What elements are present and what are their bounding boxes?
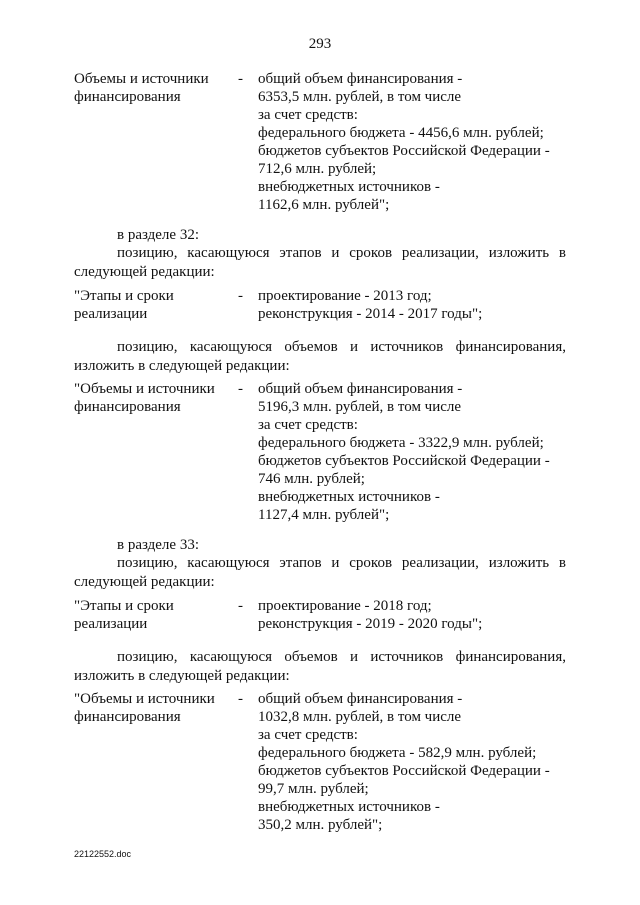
value-line: за счет средств: bbox=[258, 107, 358, 123]
value-line: 1162,6 млн. рублей"; bbox=[258, 197, 390, 213]
paragraph-line: изложить в следующей редакции: bbox=[74, 668, 290, 684]
value-line: бюджетов субъектов Российской Федерации - bbox=[258, 763, 550, 779]
label-cell bbox=[74, 287, 244, 323]
label-line: "Объемы и источники bbox=[74, 691, 215, 707]
paragraph-stages-33 bbox=[74, 554, 566, 592]
value-line: 1127,4 млн. рублей"; bbox=[258, 507, 390, 523]
paragraph-line: изложить в следующей редакции: bbox=[74, 358, 290, 374]
label-line: финансирования bbox=[74, 399, 181, 415]
paragraph-funding-33 bbox=[74, 648, 566, 686]
value-line: внебюджетных источников - bbox=[258, 799, 440, 815]
value-line: бюджетов субъектов Российской Федерации - bbox=[258, 453, 550, 469]
paragraph-funding-32 bbox=[74, 338, 566, 376]
value-line: реконструкция - 2019 - 2020 годы"; bbox=[258, 616, 483, 632]
value-line: общий объем финансирования - bbox=[258, 71, 463, 87]
label-line: финансирования bbox=[74, 89, 181, 105]
label-line: реализации bbox=[74, 306, 148, 322]
value-line: общий объем финансирования - bbox=[258, 381, 463, 397]
section-heading-33: в разделе 33: bbox=[117, 537, 199, 553]
value-line: 6353,5 млн. рублей, в том числе bbox=[258, 89, 462, 105]
paragraph-line: позицию, касающуюся этапов и сроков реализации, изложить в bbox=[117, 245, 566, 261]
value-line: за счет средств: bbox=[258, 727, 358, 743]
value-line: проектирование - 2013 год; bbox=[258, 288, 432, 304]
value-line: 1032,8 млн. рублей, в том числе bbox=[258, 709, 462, 725]
paragraph-stages-32 bbox=[74, 244, 566, 282]
value-line: 746 млн. рублей; bbox=[258, 471, 365, 487]
label-line: финансирования bbox=[74, 709, 181, 725]
paragraph-line: следующей редакции: bbox=[74, 574, 215, 590]
footer-filename: 22122552.doc bbox=[74, 849, 132, 859]
label-line: "Этапы и сроки bbox=[74, 598, 174, 614]
value-line: за счет средств: bbox=[258, 417, 358, 433]
paragraph-line: позицию, касающуюся этапов и сроков реализации, изложить в bbox=[117, 555, 566, 571]
paragraph-line: следующей редакции: bbox=[74, 264, 215, 280]
value-line: общий объем финансирования - bbox=[258, 691, 463, 707]
value-line: федерального бюджета - 582,9 млн. рублей; bbox=[258, 745, 537, 761]
value-line: бюджетов субъектов Российской Федерации - bbox=[258, 143, 550, 159]
label-line: "Этапы и сроки bbox=[74, 288, 174, 304]
value-line: внебюджетных источников - bbox=[258, 179, 440, 195]
label-line: "Объемы и источники bbox=[74, 381, 215, 397]
label-line: реализации bbox=[74, 616, 148, 632]
dash-separator: - bbox=[238, 598, 243, 614]
section-heading-32: в разделе 32: bbox=[117, 227, 199, 243]
value-line: 99,7 млн. рублей; bbox=[258, 781, 369, 797]
value-line: 5196,3 млн. рублей, в том числе bbox=[258, 399, 462, 415]
value-cell bbox=[258, 597, 578, 633]
value-cell bbox=[258, 690, 578, 834]
page-number: 293 bbox=[308, 36, 332, 52]
value-line: внебюджетных источников - bbox=[258, 489, 440, 505]
value-line: 350,2 млн. рублей"; bbox=[258, 817, 383, 833]
value-line: 712,6 млн. рублей; bbox=[258, 161, 377, 177]
label-cell bbox=[74, 690, 244, 726]
paragraph-line: позицию, касающуюся объемов и источников финансирования, bbox=[117, 339, 566, 355]
label-cell bbox=[74, 380, 244, 416]
dash-separator: - bbox=[238, 381, 243, 397]
dash-separator: - bbox=[238, 288, 243, 304]
value-cell bbox=[258, 287, 578, 323]
paragraph-line: позицию, касающуюся объемов и источников финансирования, bbox=[117, 649, 566, 665]
value-line: проектирование - 2018 год; bbox=[258, 598, 432, 614]
value-cell bbox=[258, 70, 578, 214]
label-cell bbox=[74, 70, 244, 106]
value-line: реконструкция - 2014 - 2017 годы"; bbox=[258, 306, 483, 322]
label-line: Объемы и источники bbox=[74, 71, 209, 87]
value-line: федерального бюджета - 4456,6 млн. рублей; bbox=[258, 125, 544, 141]
label-cell bbox=[74, 597, 244, 633]
dash-separator: - bbox=[238, 71, 243, 87]
dash-separator: - bbox=[238, 691, 243, 707]
value-cell bbox=[258, 380, 578, 524]
value-line: федерального бюджета - 3322,9 млн. рублей; bbox=[258, 435, 544, 451]
